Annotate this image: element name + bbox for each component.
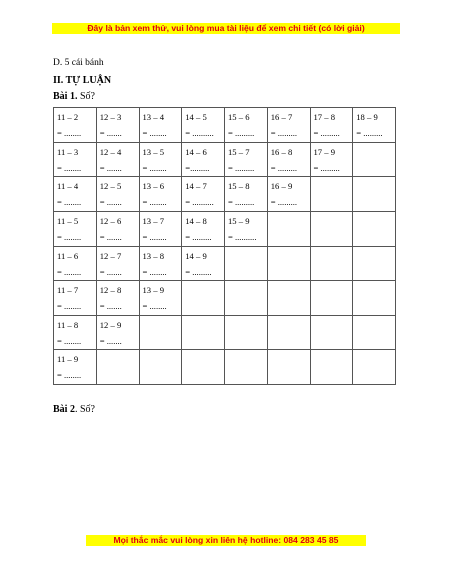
- table-cell: [182, 108, 225, 143]
- table-cell: [54, 315, 97, 350]
- expression: 13 – 9: [142, 285, 164, 296]
- table-cell: [225, 246, 268, 281]
- table-cell: [96, 108, 139, 143]
- table-cell: [310, 142, 353, 177]
- answer-blank: = .......: [99, 335, 122, 346]
- answer-blank: = ........: [57, 231, 82, 242]
- answer-blank: = ........: [57, 162, 82, 173]
- table-row: [54, 350, 396, 385]
- answer-blank: = ..........: [228, 231, 257, 242]
- expression: 11 – 6: [57, 250, 79, 261]
- answer-blank: = .......: [99, 266, 122, 277]
- section-title: II. TỰ LUẬN: [53, 75, 112, 86]
- table-cell: [225, 211, 268, 246]
- answer-option-d: D. 5 cái bánh: [53, 58, 104, 68]
- table-cell: [96, 246, 139, 281]
- answer-blank: = .......: [99, 231, 122, 242]
- answer-blank: = .........: [270, 197, 298, 208]
- table-cell: [353, 177, 396, 212]
- answer-blank: = ..........: [185, 128, 214, 138]
- expression: 12 – 8: [99, 285, 122, 296]
- table-cell: [139, 108, 182, 143]
- answer-blank: = ........: [142, 128, 167, 138]
- preview-notice-banner: [52, 23, 400, 34]
- answer-blank: = ........: [57, 266, 82, 277]
- table-cell: [310, 350, 353, 385]
- table-cell: [353, 246, 396, 281]
- expression: 15 – 8: [228, 181, 250, 192]
- answer-blank: = .......: [99, 128, 122, 138]
- answer-blank: = ........: [57, 301, 82, 312]
- table-cell: [54, 281, 97, 316]
- table-cell: [54, 211, 97, 246]
- answer-blank: = .........: [313, 162, 340, 173]
- table-cell: [310, 315, 353, 350]
- expression: 11 – 2: [57, 112, 79, 122]
- expression: 11 – 5: [57, 215, 79, 226]
- answer-blank: = ........: [57, 128, 82, 138]
- expression: 14 – 7: [185, 181, 207, 192]
- table-cell: [182, 142, 225, 177]
- expression: 13 – 5: [142, 146, 164, 157]
- exercise-2-label: Bài 2: [53, 404, 75, 415]
- table-cell: [96, 211, 139, 246]
- expression: 12 – 4: [99, 146, 122, 157]
- expression: 15 – 9: [228, 215, 250, 226]
- table-row: [54, 142, 396, 177]
- table-cell: [139, 350, 182, 385]
- table-cell: [267, 142, 310, 177]
- table-cell: [54, 350, 97, 385]
- expression: 15 – 7: [228, 146, 250, 157]
- table-row: [54, 246, 396, 281]
- expression: 12 – 3: [99, 112, 122, 122]
- expression: 14 – 5: [185, 112, 207, 122]
- expression: 11 – 7: [57, 285, 79, 296]
- table-cell: [267, 281, 310, 316]
- table-row: [54, 177, 396, 212]
- answer-blank: = .........: [270, 162, 298, 173]
- expression: 16 – 8: [270, 146, 293, 157]
- table-cell: [225, 281, 268, 316]
- table-cell: [310, 211, 353, 246]
- table-cell: [182, 281, 225, 316]
- table-cell: [96, 315, 139, 350]
- table-cell: [54, 108, 97, 143]
- expression: 12 – 7: [99, 250, 122, 261]
- table-cell: [139, 177, 182, 212]
- answer-blank: = ........: [142, 301, 167, 312]
- answer-blank: = ..........: [185, 197, 214, 208]
- expression: 11 – 4: [57, 181, 79, 192]
- table-cell: [225, 350, 268, 385]
- expression: 12 – 5: [99, 181, 122, 192]
- table-cell: [96, 350, 139, 385]
- table-cell: [353, 315, 396, 350]
- answer-blank: = ........: [57, 335, 82, 346]
- expression: 13 – 4: [142, 112, 164, 122]
- table-cell: [225, 108, 268, 143]
- answer-blank: = .......: [99, 162, 122, 173]
- answer-blank: = .......: [99, 301, 122, 312]
- table-row: [54, 281, 396, 316]
- table-cell: [267, 350, 310, 385]
- table-cell: [96, 281, 139, 316]
- table-cell: [225, 315, 268, 350]
- answer-blank: = ........: [142, 266, 167, 277]
- expression: 11 – 8: [57, 319, 79, 330]
- table-cell: [310, 281, 353, 316]
- table-cell: [353, 142, 396, 177]
- exercise-1-text: Số?: [77, 91, 95, 102]
- expression: 14 – 9: [185, 250, 207, 261]
- answer-blank: = .........: [228, 162, 255, 173]
- expression: 16 – 9: [270, 181, 293, 192]
- table-cell: [267, 246, 310, 281]
- answer-blank: = ........: [142, 162, 167, 173]
- answer-blank: = .........: [228, 128, 255, 138]
- table-cell: [182, 350, 225, 385]
- table-cell: [139, 281, 182, 316]
- exercise-2-heading: [53, 404, 95, 415]
- expression: 13 – 7: [142, 215, 164, 226]
- expression: 16 – 7: [270, 112, 293, 122]
- table-cell: [96, 142, 139, 177]
- table-cell: [310, 177, 353, 212]
- answer-blank: = .........: [313, 128, 340, 138]
- answer-blank: = .........: [228, 197, 255, 208]
- answer-blank: = .........: [270, 128, 298, 138]
- table-row: [54, 211, 396, 246]
- answer-blank: = .........: [185, 231, 212, 242]
- table-cell: [54, 246, 97, 281]
- expression: 11 – 3: [57, 146, 79, 157]
- expression: 14 – 8: [185, 215, 207, 226]
- table-cell: [353, 211, 396, 246]
- subtraction-table: [53, 107, 396, 385]
- table-row: [54, 315, 396, 350]
- table-cell: [267, 108, 310, 143]
- exercise-1-heading: [53, 91, 95, 102]
- table-cell: [139, 211, 182, 246]
- answer-blank: = ........: [57, 370, 82, 381]
- table-cell: [310, 246, 353, 281]
- exercise-1-label: Bài 1.: [53, 91, 78, 102]
- answer-blank: = .........: [356, 128, 383, 138]
- table-cell: [54, 142, 97, 177]
- hotline-banner: [86, 535, 366, 546]
- table-cell: [267, 211, 310, 246]
- table-cell: [139, 246, 182, 281]
- table-row: [54, 108, 396, 143]
- table-cell: [225, 177, 268, 212]
- table-cell: [96, 177, 139, 212]
- expression: 13 – 8: [142, 250, 164, 261]
- table-cell: [353, 281, 396, 316]
- table-cell: [267, 315, 310, 350]
- table-cell: [353, 350, 396, 385]
- table-cell: [182, 246, 225, 281]
- table-cell: [182, 315, 225, 350]
- expression: 12 – 9: [99, 319, 122, 330]
- table-cell: [353, 108, 396, 143]
- table-cell: [182, 211, 225, 246]
- answer-blank: = ........: [57, 197, 82, 208]
- answer-blank: = .......: [99, 197, 122, 208]
- expression: 14 – 6: [185, 146, 207, 157]
- expression: 17 – 8: [313, 112, 335, 122]
- table-cell: [310, 108, 353, 143]
- expression: 15 – 6: [228, 112, 250, 122]
- table-cell: [267, 177, 310, 212]
- table-cell: [54, 177, 97, 212]
- answer-blank: =.........: [185, 162, 210, 173]
- table-cell: [225, 142, 268, 177]
- expression: 18 – 9: [356, 112, 378, 122]
- expression: 11 – 9: [57, 354, 79, 365]
- preview-notice-text: Đây là bản xem thử, vui lòng mua tài liệu để xem chi tiết (có lời giải): [87, 23, 365, 33]
- hotline-text: Mọi thắc mắc vui lòng xin liên hệ hotline: 084 283 45 85: [113, 535, 339, 545]
- exercise-2-text: . Số?: [74, 404, 95, 415]
- answer-blank: = .........: [185, 266, 212, 277]
- expression: 12 – 6: [99, 215, 122, 226]
- expression: 17 – 9: [313, 146, 335, 157]
- table-cell: [139, 142, 182, 177]
- expression: 13 – 6: [142, 181, 164, 192]
- table-cell: [139, 315, 182, 350]
- answer-blank: = ........: [142, 197, 167, 208]
- table-cell: [182, 177, 225, 212]
- answer-blank: = ........: [142, 231, 167, 242]
